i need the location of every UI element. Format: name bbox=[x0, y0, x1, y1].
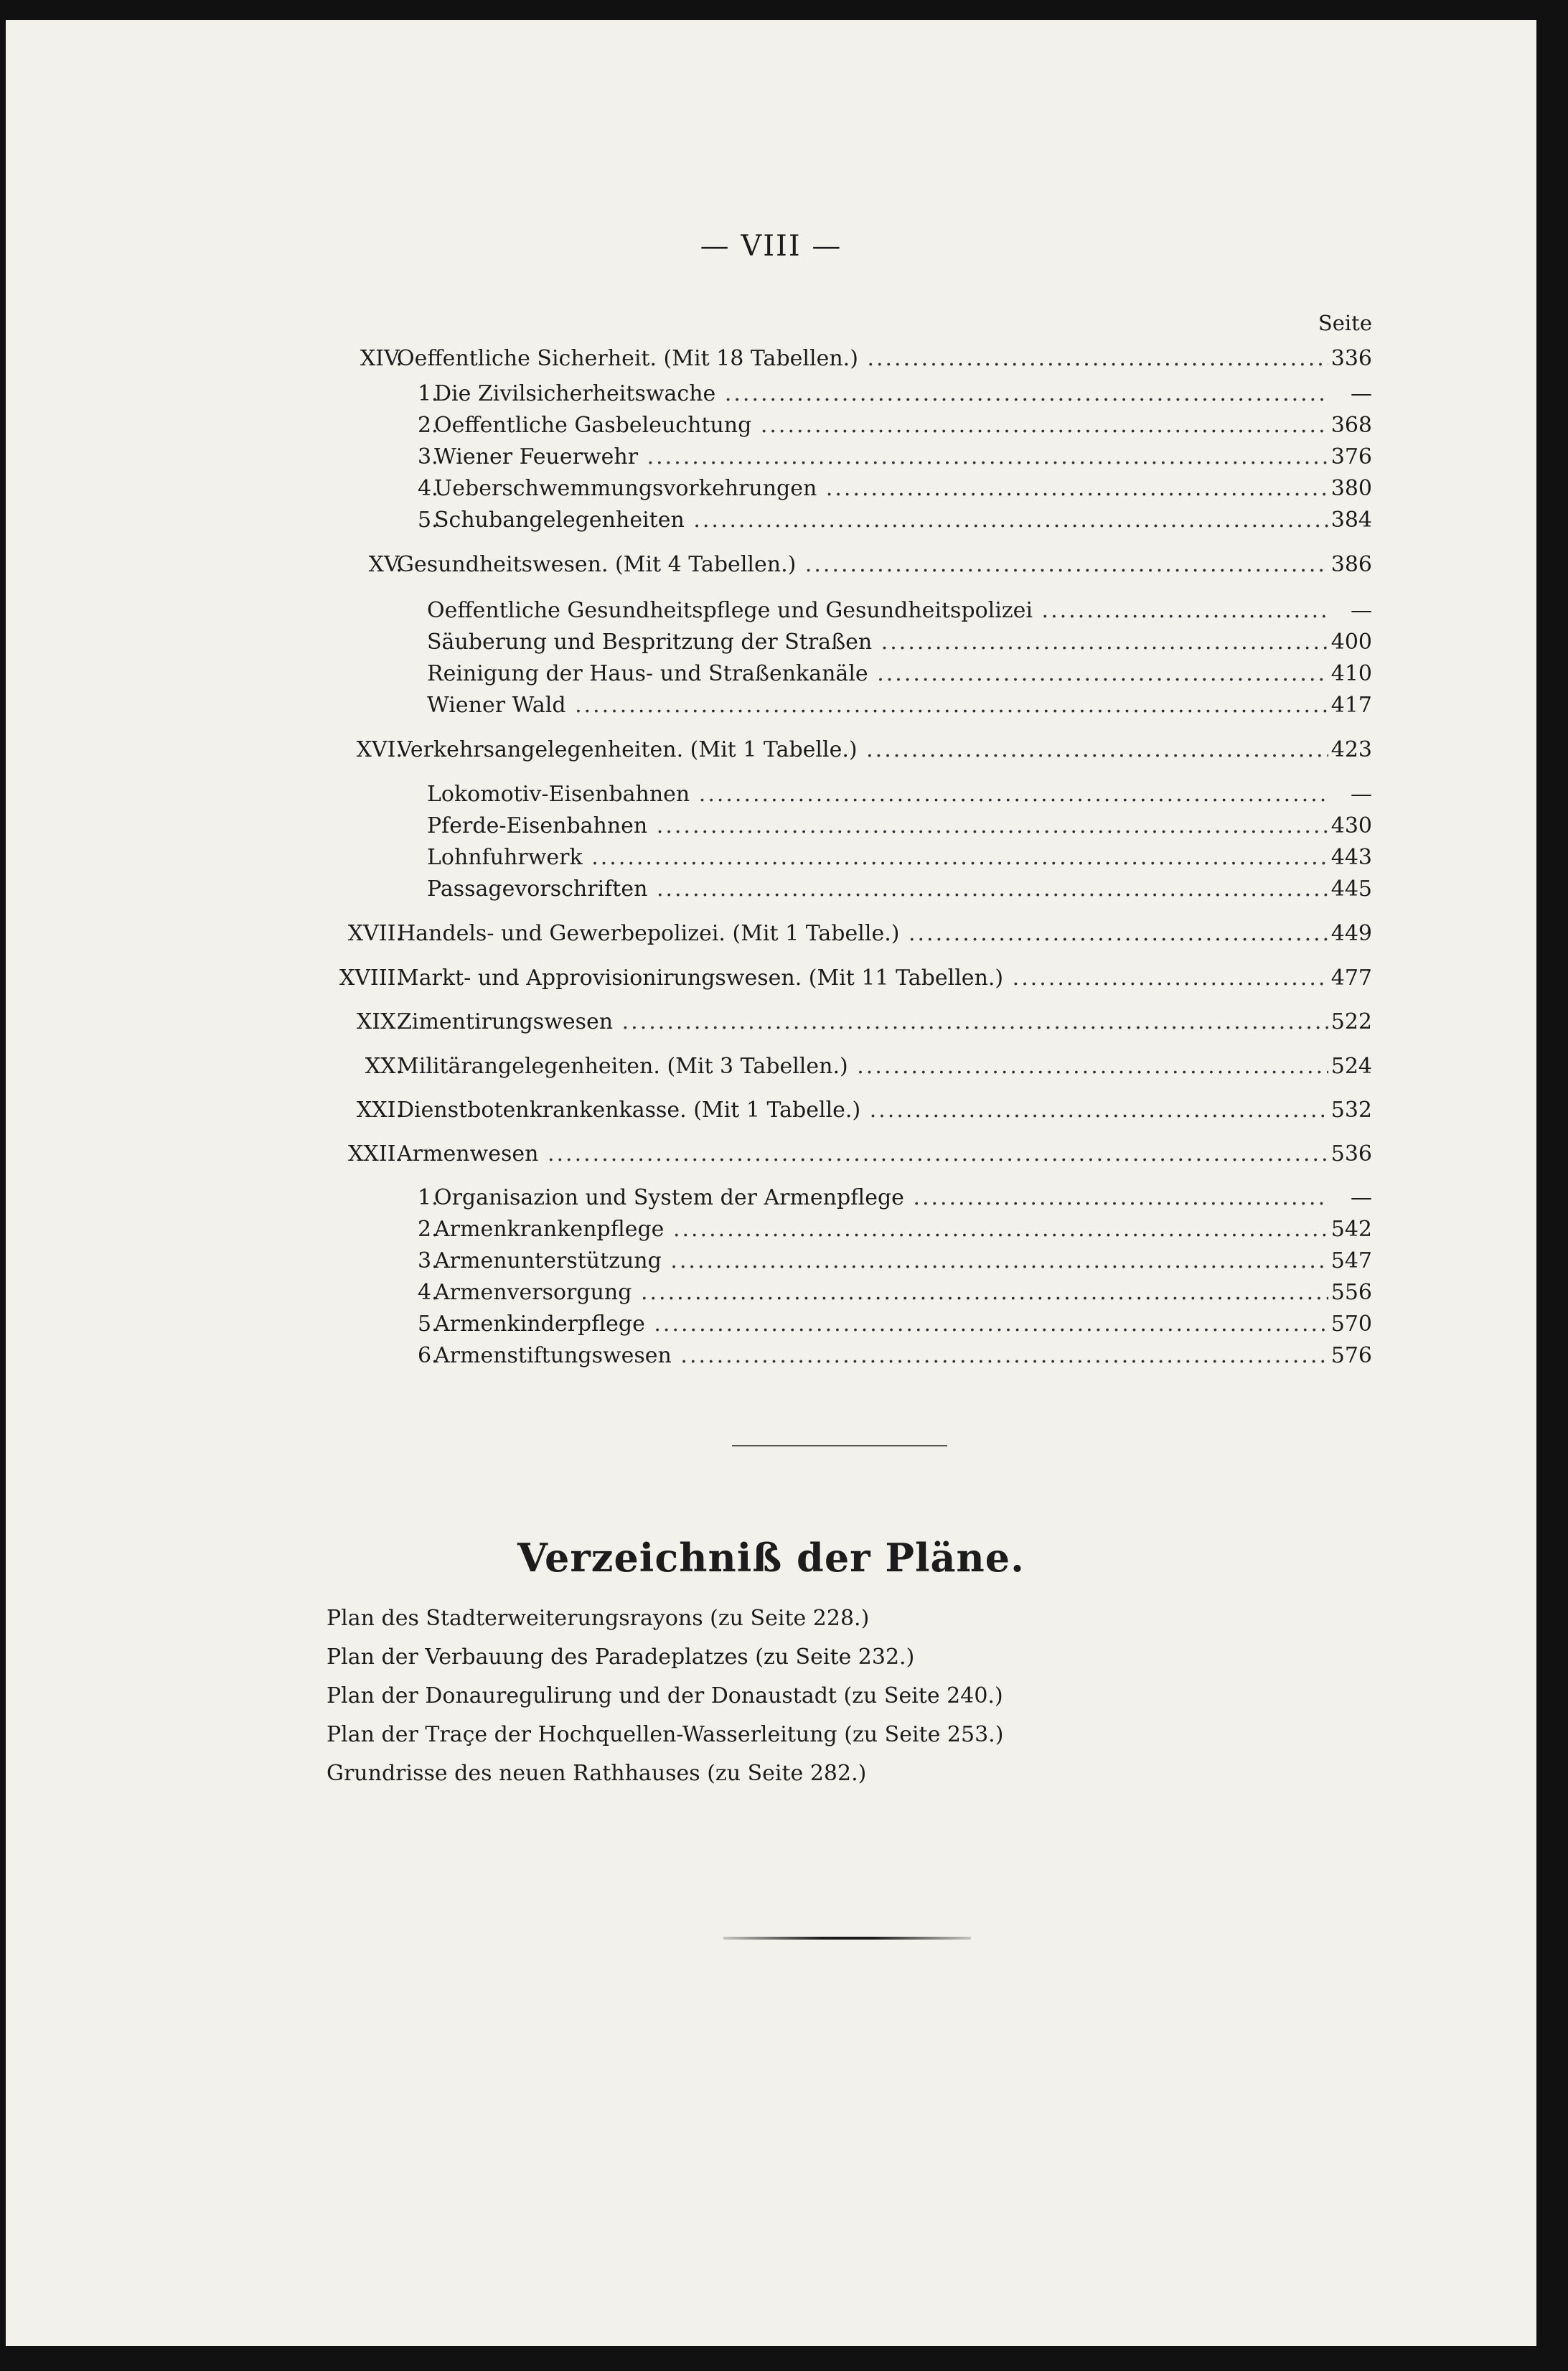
entry-page: 423 bbox=[1330, 737, 1372, 762]
toc-entry bbox=[6, 410, 1536, 441]
entry-number: XXII. bbox=[348, 1141, 403, 1166]
entry-page: 532 bbox=[1330, 1098, 1372, 1123]
entry-title: Oeffentliche Gasbeleuchtung ..... bbox=[434, 410, 1328, 441]
entry-page: 477 bbox=[1330, 965, 1372, 991]
entry-page: 384 bbox=[1330, 508, 1372, 533]
entry-page: 376 bbox=[1330, 444, 1372, 469]
toc-entry bbox=[6, 1095, 1536, 1126]
plan-item: Plan der Donauregulirung und der Donaustadt (zu Seite 240.) bbox=[327, 1683, 1003, 1708]
toc-entry bbox=[6, 874, 1536, 905]
entry-title: Oeffentliche Gesundheitspflege und Gesundheitspolizei ..... bbox=[427, 595, 1328, 627]
entry-number: 1. bbox=[418, 381, 438, 406]
entry-title: Armenwesen ..... bbox=[397, 1138, 1328, 1170]
entry-number: 4. bbox=[418, 1280, 438, 1305]
toc-entry bbox=[6, 1006, 1536, 1038]
entry-page: 556 bbox=[1330, 1280, 1372, 1305]
entry-number: XVIII. bbox=[339, 965, 403, 991]
entry-number: 4. bbox=[418, 476, 438, 501]
entry-title: Dienstbotenkrankenkasse. (Mit 1 Tabelle.) ..... bbox=[397, 1095, 1328, 1126]
entry-title: Lokomotiv-Eisenbahnen ..... bbox=[427, 779, 1328, 810]
entry-page: 400 bbox=[1330, 630, 1372, 655]
entry-title: Verkehrsangelegenheiten. (Mit 1 Tabelle.) ..... bbox=[397, 734, 1328, 766]
entry-number: 1. bbox=[418, 1185, 438, 1210]
entry-title: Wiener Feuerwehr ..... bbox=[434, 441, 1328, 473]
entry-page: 380 bbox=[1330, 476, 1372, 501]
entry-title: Armenunterstützung ..... bbox=[434, 1245, 1328, 1277]
entry-page: 536 bbox=[1330, 1141, 1372, 1166]
toc-entry bbox=[6, 473, 1536, 505]
entry-number: 5. bbox=[418, 1311, 438, 1337]
separator-rule bbox=[732, 1445, 947, 1446]
toc-entry bbox=[6, 627, 1536, 658]
plan-item: Grundrisse des neuen Rathhauses (zu Seite 282.) bbox=[327, 1761, 867, 1786]
entry-page: 386 bbox=[1330, 552, 1372, 577]
entry-number: 3. bbox=[418, 1248, 438, 1273]
entry-title: Gesundheitswesen. (Mit 4 Tabellen.) ..... bbox=[397, 549, 1328, 581]
entry-title: Säuberung und Bespritzung der Straßen ..... bbox=[427, 627, 1328, 658]
entry-title: Markt- und Approvisionirungswesen. (Mit 11 Tabellen.) ..... bbox=[397, 963, 1328, 994]
entry-page: 547 bbox=[1330, 1248, 1372, 1273]
entry-page: 445 bbox=[1330, 876, 1372, 902]
entry-page: 368 bbox=[1330, 413, 1372, 438]
page-content bbox=[6, 20, 1536, 2346]
entry-number: 2. bbox=[418, 1217, 438, 1242]
entry-page: — bbox=[1351, 782, 1372, 807]
entry-title: Handels- und Gewerbepolizei. (Mit 1 Tabelle.) ..... bbox=[397, 918, 1328, 950]
toc-entry bbox=[6, 690, 1536, 721]
plan-item: Plan der Traçe der Hochquellen-Wasserleitung (zu Seite 253.) bbox=[327, 1722, 1004, 1747]
end-rule bbox=[723, 1937, 971, 1940]
toc-entry bbox=[6, 1340, 1536, 1372]
toc-entry bbox=[6, 378, 1536, 410]
entry-number: XXI. bbox=[356, 1098, 403, 1123]
toc-entry bbox=[6, 441, 1536, 473]
toc-entry bbox=[6, 1051, 1536, 1082]
plan-item: Plan des Stadterweiterungsrayons (zu Seite 228.) bbox=[327, 1606, 870, 1631]
entry-title: Armenstiftungswesen ..... bbox=[434, 1340, 1328, 1372]
entry-page: 576 bbox=[1330, 1343, 1372, 1368]
entry-page: — bbox=[1351, 1185, 1372, 1210]
page-number: — VIII — bbox=[700, 230, 842, 263]
toc-entry bbox=[6, 918, 1536, 950]
entry-page: 410 bbox=[1330, 661, 1372, 686]
entry-number: XVI. bbox=[356, 737, 403, 762]
entry-number: 3. bbox=[418, 444, 438, 469]
toc-entry bbox=[6, 779, 1536, 810]
toc-entry bbox=[6, 1182, 1536, 1214]
entry-title: Reinigung der Haus- und Straßenkanäle ..... bbox=[427, 658, 1328, 690]
entry-number: XIV. bbox=[360, 346, 403, 371]
toc-entry bbox=[6, 595, 1536, 627]
entry-number: XVII. bbox=[347, 921, 403, 946]
entry-title: Zimentirungswesen ..... bbox=[397, 1006, 1328, 1038]
book-page bbox=[6, 20, 1536, 2346]
entry-title: Die Zivilsicherheitswache ..... bbox=[434, 378, 1328, 410]
toc-entry bbox=[6, 810, 1536, 842]
entry-page: 443 bbox=[1330, 845, 1372, 870]
entry-page: — bbox=[1351, 598, 1372, 623]
plans-heading: Verzeichniß der Pläne. bbox=[517, 1535, 1025, 1581]
entry-page: 449 bbox=[1330, 921, 1372, 946]
toc-entry bbox=[6, 1309, 1536, 1340]
entry-title: Lohnfuhrwerk ..... bbox=[427, 842, 1328, 874]
entry-title: Pferde-Eisenbahnen ..... bbox=[427, 810, 1328, 842]
entry-title: Organisazion und System der Armenpflege ..... bbox=[434, 1182, 1328, 1214]
entry-title: Armenkinderpflege ..... bbox=[434, 1309, 1328, 1340]
plan-item: Plan der Verbauung des Paradeplatzes (zu Seite 232.) bbox=[327, 1645, 915, 1670]
entry-page: — bbox=[1351, 381, 1372, 406]
entry-number: 5. bbox=[418, 508, 438, 533]
entry-page: 570 bbox=[1330, 1311, 1372, 1337]
toc-entry bbox=[6, 1138, 1536, 1170]
entry-title: Wiener Wald ..... bbox=[427, 690, 1328, 721]
entry-page: 522 bbox=[1330, 1009, 1372, 1034]
toc-entry bbox=[6, 343, 1536, 375]
entry-title: Militärangelegenheiten. (Mit 3 Tabellen.) ..... bbox=[397, 1051, 1328, 1082]
toc-entry bbox=[6, 549, 1536, 581]
entry-page: 336 bbox=[1330, 346, 1372, 371]
entry-title: Schubangelegenheiten ..... bbox=[434, 505, 1328, 536]
entry-title: Ueberschwemmungsvorkehrungen ..... bbox=[434, 473, 1328, 505]
entry-title: Armenversorgung ..... bbox=[434, 1277, 1328, 1309]
toc-entry bbox=[6, 1245, 1536, 1277]
entry-number: 6. bbox=[418, 1343, 438, 1368]
entry-number: XV. bbox=[368, 552, 403, 577]
entry-number: XX. bbox=[365, 1054, 403, 1079]
entry-page: 542 bbox=[1330, 1217, 1372, 1242]
entry-number: 2. bbox=[418, 413, 438, 438]
toc-entry bbox=[6, 734, 1536, 766]
toc-entry bbox=[6, 1277, 1536, 1309]
entry-number: XIX. bbox=[356, 1009, 403, 1034]
seite-column-label: Seite bbox=[1318, 311, 1372, 335]
entry-page: 524 bbox=[1330, 1054, 1372, 1079]
toc-entry bbox=[6, 505, 1536, 536]
entry-page: 430 bbox=[1330, 813, 1372, 838]
entry-title: Oeffentliche Sicherheit. (Mit 18 Tabellen.) ..... bbox=[397, 343, 1328, 375]
toc-entry bbox=[6, 963, 1536, 994]
entry-title: Passagevorschriften ..... bbox=[427, 874, 1328, 905]
toc-entry bbox=[6, 1214, 1536, 1245]
entry-title: Armenkrankenpflege ..... bbox=[434, 1214, 1328, 1245]
toc-entry bbox=[6, 842, 1536, 874]
toc-entry bbox=[6, 658, 1536, 690]
entry-page: 417 bbox=[1330, 693, 1372, 718]
